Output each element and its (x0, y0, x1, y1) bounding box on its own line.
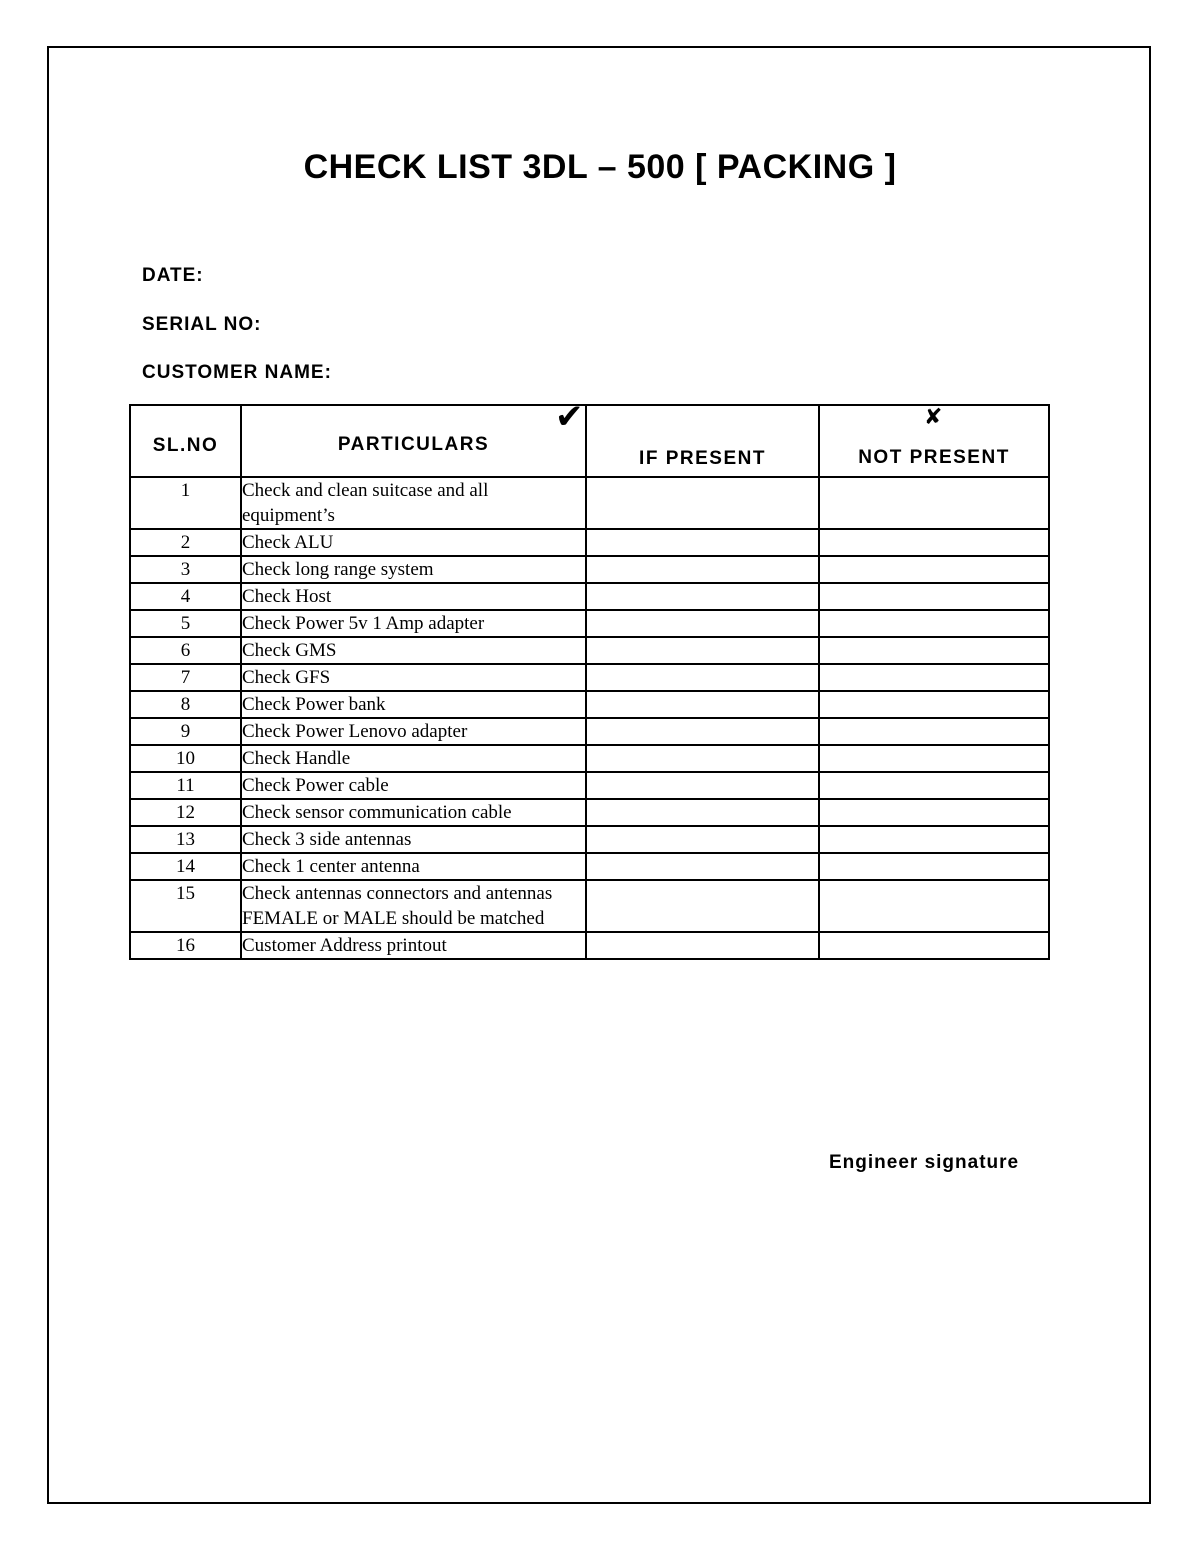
row-if-present-cell[interactable] (586, 610, 819, 637)
row-sl-no: 7 (130, 664, 241, 691)
table-row (130, 637, 1049, 664)
row-particular: Check Power cable (241, 772, 586, 799)
row-not-present-cell[interactable] (819, 637, 1049, 664)
row-sl-no: 12 (130, 799, 241, 826)
table-row (130, 826, 1049, 853)
row-if-present-cell[interactable] (586, 583, 819, 610)
row-particular: Check and clean suitcase and all equipment’s (241, 477, 586, 529)
row-if-present-cell[interactable] (586, 880, 819, 932)
row-not-present-cell[interactable] (819, 932, 1049, 959)
checklist-table (129, 397, 1050, 960)
row-not-present-cell[interactable] (819, 664, 1049, 691)
engineer-signature-label: Engineer signature (829, 1152, 1020, 1173)
row-if-present-cell[interactable] (586, 637, 819, 664)
row-if-present-cell[interactable] (586, 529, 819, 556)
row-particular: Check Host (241, 583, 586, 610)
row-particular: Check sensor communication cable (241, 799, 586, 826)
row-sl-no: 6 (130, 637, 241, 664)
row-particular: Check long range system (241, 556, 586, 583)
row-sl-no: 1 (130, 477, 241, 529)
row-particular: Check Power 5v 1 Amp adapter (241, 610, 586, 637)
row-not-present-cell[interactable] (819, 853, 1049, 880)
row-sl-no: 9 (130, 718, 241, 745)
customer-name-label: CUSTOMER NAME: (142, 362, 332, 383)
row-if-present-cell[interactable] (586, 853, 819, 880)
header-if-present (586, 405, 819, 477)
row-particular: Check Power bank (241, 691, 586, 718)
row-not-present-cell[interactable] (819, 529, 1049, 556)
serial-no-label: SERIAL NO: (142, 314, 262, 335)
row-particular: Customer Address printout (241, 932, 586, 959)
table-row (130, 529, 1049, 556)
row-not-present-cell[interactable] (819, 691, 1049, 718)
row-not-present-cell[interactable] (819, 799, 1049, 826)
row-sl-no: 15 (130, 880, 241, 932)
header-sl-no (130, 405, 241, 477)
table-row (130, 745, 1049, 772)
row-if-present-cell[interactable] (586, 664, 819, 691)
table-row (130, 853, 1049, 880)
table-row (130, 880, 1049, 932)
row-sl-no: 11 (130, 772, 241, 799)
row-particular: Check GMS (241, 637, 586, 664)
header-particulars-label: PARTICULARS (337, 434, 490, 455)
row-if-present-cell[interactable] (586, 556, 819, 583)
row-particular: Check 3 side antennas (241, 826, 586, 853)
row-particular: Check GFS (241, 664, 586, 691)
row-sl-no: 13 (130, 826, 241, 853)
row-sl-no: 3 (130, 556, 241, 583)
table-header-row (130, 405, 1049, 477)
table-row (130, 718, 1049, 745)
row-particular: Check Power Lenovo adapter (241, 718, 586, 745)
row-not-present-cell[interactable] (819, 556, 1049, 583)
row-sl-no: 2 (130, 529, 241, 556)
row-if-present-cell[interactable] (586, 745, 819, 772)
table-row (130, 691, 1049, 718)
table-row (130, 583, 1049, 610)
row-if-present-cell[interactable] (586, 826, 819, 853)
table-row (130, 610, 1049, 637)
row-sl-no: 5 (130, 610, 241, 637)
row-particular: Check ALU (241, 529, 586, 556)
row-not-present-cell[interactable] (819, 826, 1049, 853)
row-sl-no: 4 (130, 583, 241, 610)
table-row (130, 932, 1049, 959)
row-not-present-cell[interactable] (819, 772, 1049, 799)
row-if-present-cell[interactable] (586, 799, 819, 826)
row-particular: Check 1 center antenna (241, 853, 586, 880)
cross-mark-icon: ✘ (924, 405, 944, 430)
row-not-present-cell[interactable] (819, 880, 1049, 932)
header-not-present-label: NOT PRESENT (858, 447, 1010, 468)
header-particulars (241, 397, 586, 477)
row-sl-no: 14 (130, 853, 241, 880)
row-not-present-cell[interactable] (819, 583, 1049, 610)
header-not-present (819, 405, 1049, 477)
row-if-present-cell[interactable] (586, 691, 819, 718)
row-sl-no: 16 (130, 932, 241, 959)
row-if-present-cell[interactable] (586, 477, 819, 529)
table-row (130, 556, 1049, 583)
document-title: CHECK LIST 3DL – 500 [ PACKING ] (303, 148, 897, 186)
table-row (130, 772, 1049, 799)
header-sl-no-label: SL.NO (152, 435, 219, 456)
row-not-present-cell[interactable] (819, 718, 1049, 745)
row-particular: Check Handle (241, 745, 586, 772)
row-not-present-cell[interactable] (819, 745, 1049, 772)
row-sl-no: 10 (130, 745, 241, 772)
table-row (130, 799, 1049, 826)
table-row (130, 664, 1049, 691)
check-mark-icon: ✔ (555, 397, 585, 437)
row-if-present-cell[interactable] (586, 932, 819, 959)
date-label: DATE: (142, 265, 204, 286)
row-if-present-cell[interactable] (586, 772, 819, 799)
row-particular: Check antennas connectors and antennas FEMALE or MALE should be matched (241, 880, 586, 932)
checklist-body (130, 477, 1049, 959)
row-sl-no: 8 (130, 691, 241, 718)
header-if-present-label: IF PRESENT (639, 448, 766, 469)
row-not-present-cell[interactable] (819, 477, 1049, 529)
table-row (130, 477, 1049, 529)
row-if-present-cell[interactable] (586, 718, 819, 745)
row-not-present-cell[interactable] (819, 610, 1049, 637)
